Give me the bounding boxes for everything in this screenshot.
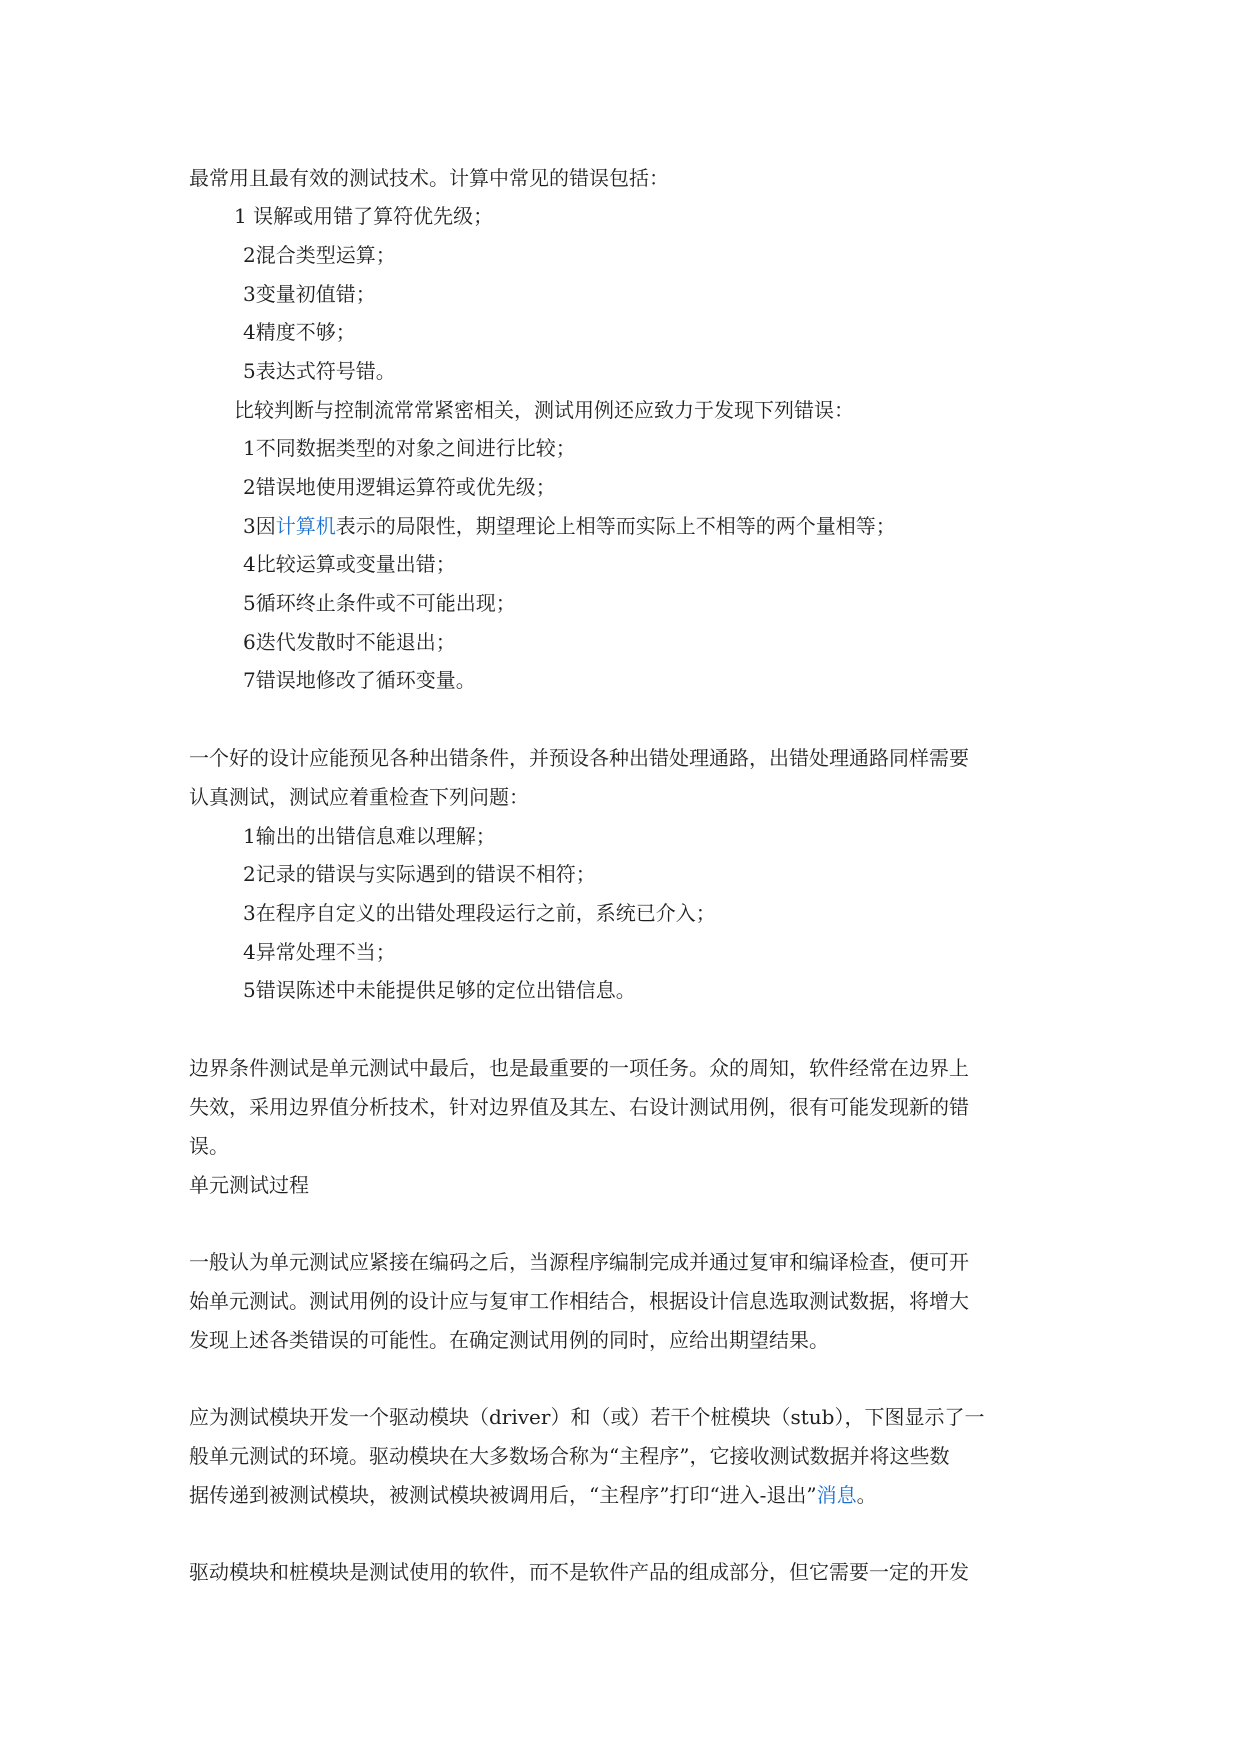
list-item: 5错误陈述中未能提供足够的定位出错信息。 xyxy=(243,978,636,1002)
list-item: 4比较运算或变量出错； xyxy=(243,552,456,576)
list-item: 6迭代发散时不能退出； xyxy=(243,630,456,654)
list-item xyxy=(243,512,896,540)
message-link[interactable]: 消息 xyxy=(816,1483,857,1507)
list-item: 3在程序自定义的出错处理段运行之前，系统已介入； xyxy=(243,901,716,925)
paragraph-line: 一个好的设计应能预见各种出错条件，并预设各种出错处理通路，出错处理通路同样需要 xyxy=(189,746,969,770)
paragraph-line: 误。 xyxy=(189,1134,229,1158)
paragraph-line: 始单元测试。测试用例的设计应与复审工作相结合，根据设计信息选取测试数据，将增大 xyxy=(189,1289,969,1313)
list-item: 5表达式符号错。 xyxy=(243,359,396,383)
list-item: 2记录的错误与实际遇到的错误不相符； xyxy=(243,862,596,886)
list-item: 3变量初值错； xyxy=(243,282,376,306)
list-item-text: 3因 xyxy=(243,514,276,538)
paragraph-line: 最常用且最有效的测试技术。计算中常见的错误包括： xyxy=(189,166,669,190)
paragraph-line: 边界条件测试是单元测试中最后，也是最重要的一项任务。众的周知，软件经常在边界上 xyxy=(189,1056,969,1080)
paragraph-text: 据传递到被测试模块，被测试模块被调用后，“主程序”打印“进入-退出” xyxy=(189,1483,817,1507)
list-item: 1不同数据类型的对象之间进行比较； xyxy=(243,436,576,460)
paragraph-line: 般单元测试的环境。驱动模块在大多数场合称为“主程序”，它接收测试数据并将这些数 xyxy=(189,1444,950,1468)
section-heading: 单元测试过程 xyxy=(189,1173,309,1197)
paragraph-line: 一般认为单元测试应紧接在编码之后，当源程序编制完成并通过复审和编译检查，便可开 xyxy=(189,1250,969,1274)
paragraph-line: 发现上述各类错误的可能性。在确定测试用例的同时，应给出期望结果。 xyxy=(189,1328,829,1352)
list-item: 7错误地修改了循环变量。 xyxy=(243,668,476,692)
paragraph-text: 。 xyxy=(856,1483,877,1507)
paragraph-line: 认真测试，测试应着重检查下列问题： xyxy=(189,785,529,809)
computer-link[interactable]: 计算机 xyxy=(275,514,336,538)
list-item: 1 误解或用错了算符优先级； xyxy=(234,204,494,228)
paragraph-line: 驱动模块和桩模块是测试使用的软件，而不是软件产品的组成部分，但它需要一定的开发 xyxy=(189,1560,969,1584)
list-item: 5循环终止条件或不可能出现； xyxy=(243,591,516,615)
list-item: 4精度不够； xyxy=(243,320,356,344)
paragraph-line xyxy=(189,1481,877,1509)
list-item-text: 表示的局限性，期望理论上相等而实际上不相等的两个量相等； xyxy=(335,514,896,538)
list-item: 4异常处理不当； xyxy=(243,940,396,964)
paragraph-line: 失效，采用边界值分析技术，针对边界值及其左、右设计测试用例，很有可能发现新的错 xyxy=(189,1095,969,1119)
paragraph-line: 应为测试模块开发一个驱动模块（driver）和（或）若干个桩模块（stub），下图显示了一 xyxy=(189,1405,985,1429)
list-item: 2混合类型运算； xyxy=(243,243,396,267)
list-item: 1输出的出错信息难以理解； xyxy=(243,824,496,848)
paragraph-line: 比较判断与控制流常常紧密相关，测试用例还应致力于发现下列错误： xyxy=(234,398,854,422)
list-item: 2错误地使用逻辑运算符或优先级； xyxy=(243,475,556,499)
